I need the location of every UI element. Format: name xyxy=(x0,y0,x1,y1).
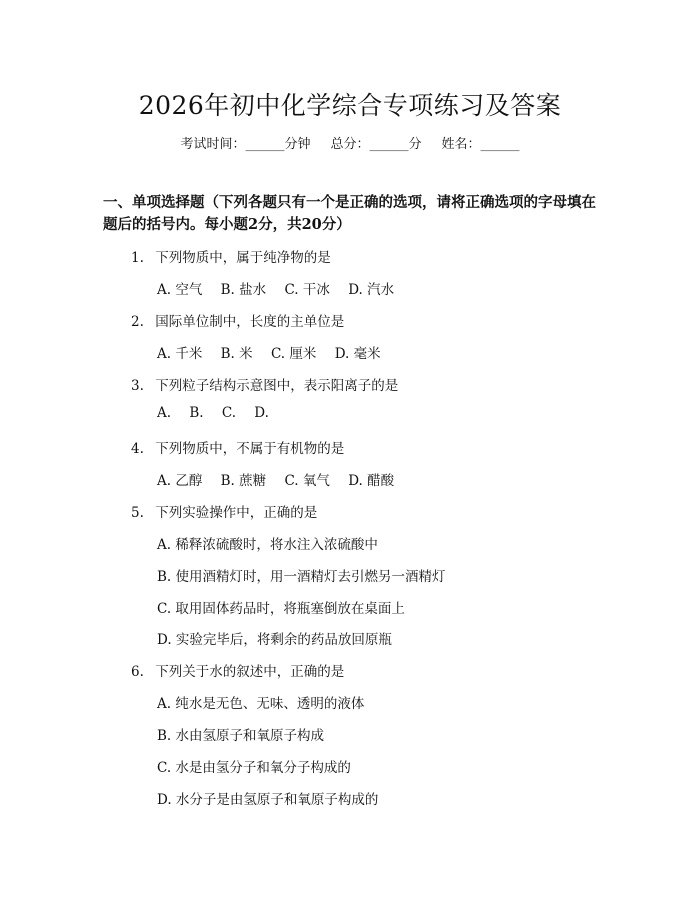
question-number: 3. xyxy=(131,378,144,394)
option-d: D. 毫米 xyxy=(334,346,381,362)
option-c: C. 厘米 xyxy=(270,346,317,362)
question-5 xyxy=(131,501,317,521)
option-d: D. 水分子是由氢原子和氧原子构成的 xyxy=(157,792,379,808)
option-b: B. 米 xyxy=(220,346,253,362)
option-c: C. 水是由氢分子和氧分子构成的 xyxy=(157,760,351,776)
exam-info-line xyxy=(0,133,700,152)
option-c: C. 取用固体药品时，将瓶塞倒放在桌面上 xyxy=(157,601,405,617)
question-4 xyxy=(131,437,344,457)
option-d: D. 醋酸 xyxy=(348,473,395,489)
total-score-field: 总分：______分 xyxy=(330,137,422,152)
option-a: A. 空气 xyxy=(157,282,203,298)
option-a: A. 纯水是无色、无味、透明的液体 xyxy=(157,696,365,712)
question-text: 下列物质中，属于纯净物的是 xyxy=(155,250,331,266)
question-3-options xyxy=(157,405,283,421)
question-number: 1. xyxy=(131,250,144,266)
question-number: 4. xyxy=(131,441,144,457)
student-name-field: 姓名：______ xyxy=(441,137,520,152)
option-d: D. xyxy=(254,405,269,421)
question-number: 6. xyxy=(131,664,144,680)
question-3 xyxy=(131,374,398,394)
option-a: A. 稀释浓硫酸时，将水注入浓硫酸中 xyxy=(157,537,378,553)
question-number: 5. xyxy=(131,505,144,521)
option-b: B. xyxy=(189,405,204,421)
option-c: C. xyxy=(221,405,236,421)
question-text: 下列粒子结构示意图中，表示阳离子的是 xyxy=(155,378,399,394)
question-text: 下列物质中，不属于有机物的是 xyxy=(155,441,345,457)
option-c: C. 氧气 xyxy=(284,473,330,489)
section-heading: 一、单项选择题（下列各题只有一个是正确的选项，请将正确选项的字母填在题后的括号内。每小题2分，共20分） xyxy=(103,194,596,233)
question-4-options xyxy=(157,469,408,489)
question-text: 下列关于水的叙述中，正确的是 xyxy=(155,664,345,680)
option-d: D. 实验完毕后，将剩余的药品放回原瓶 xyxy=(157,632,392,648)
exam-time-field: 考试时间：______分钟 xyxy=(180,137,311,152)
option-a: A. 千米 xyxy=(157,346,203,362)
question-6 xyxy=(131,660,344,680)
question-2-options xyxy=(157,342,395,362)
option-b: B. 盐水 xyxy=(220,282,267,298)
question-number: 2. xyxy=(131,314,144,330)
option-b: B. 使用酒精灯时，用一酒精灯去引燃另一酒精灯 xyxy=(157,569,446,585)
question-text: 国际单位制中，长度的主单位是 xyxy=(155,314,345,330)
option-c: C. 干冰 xyxy=(284,282,330,298)
question-1-options xyxy=(157,278,408,298)
option-b: B. 水由氢原子和氧原子构成 xyxy=(157,728,325,744)
option-a: A. xyxy=(157,405,172,421)
question-2 xyxy=(131,310,344,330)
question-1 xyxy=(131,246,331,266)
option-d: D. 汽水 xyxy=(348,282,395,298)
option-a: A. 乙醇 xyxy=(157,473,203,489)
option-b: B. 蔗糖 xyxy=(220,473,267,489)
page-title: 2026年初中化学综合专项练习及答案 xyxy=(138,91,562,120)
question-text: 下列实验操作中，正确的是 xyxy=(155,505,318,521)
